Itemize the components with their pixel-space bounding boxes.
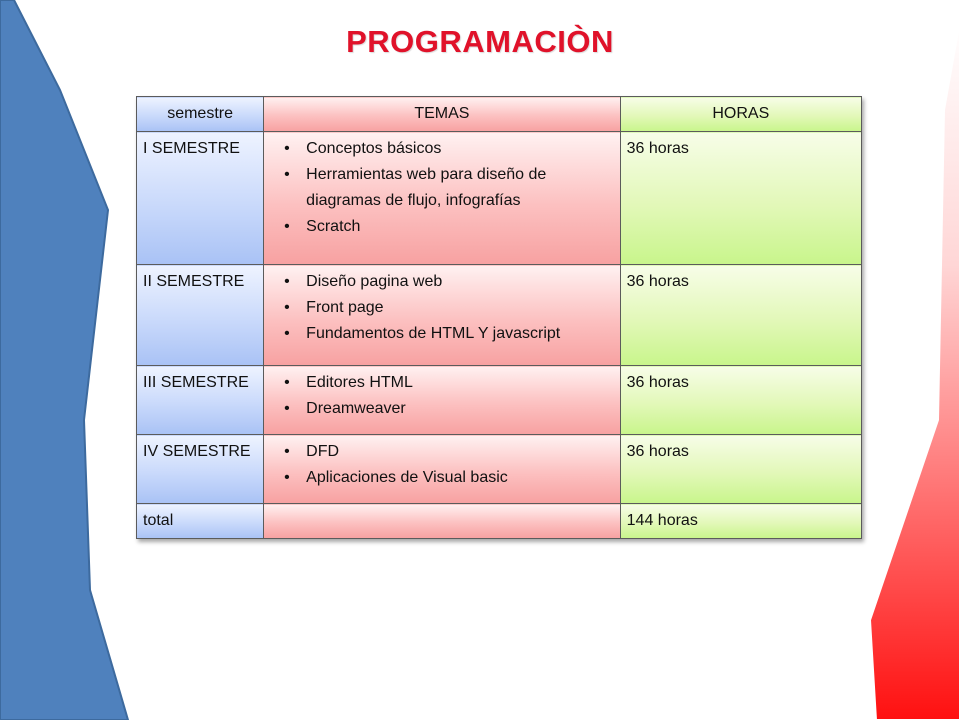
topic-item: • Dreamweaver: [284, 396, 613, 422]
topic-item: • Aplicaciones de Visual basic: [284, 465, 613, 491]
right-red-band: [870, 20, 960, 720]
header-temas: TEMAS: [264, 97, 620, 132]
table-row: [137, 265, 862, 366]
total-horas: 144 horas: [620, 504, 861, 539]
topic-item: • DFD: [284, 439, 613, 465]
topic-item: • Scratch: [284, 214, 613, 240]
temas-cell: [264, 366, 620, 435]
semestre-cell: I SEMESTRE: [137, 132, 264, 265]
topic-item: • Front page: [284, 295, 613, 321]
temas-cell: [264, 265, 620, 366]
total-row: [137, 504, 862, 539]
semestre-cell: III SEMESTRE: [137, 366, 264, 435]
topic-item: • Conceptos básicos: [284, 136, 613, 162]
page-title: PROGRAMACIÒN: [346, 24, 614, 59]
header-horas: HORAS: [620, 97, 861, 132]
left-blue-band: [0, 0, 128, 720]
topic-list: [270, 370, 613, 422]
table-header-row: [137, 97, 862, 132]
temas-cell: [264, 435, 620, 504]
horas-cell: 36 horas: [620, 435, 861, 504]
topic-item: • Editores HTML: [284, 370, 613, 396]
horas-cell: 36 horas: [620, 265, 861, 366]
total-label: total: [137, 504, 264, 539]
header-semestre: semestre: [137, 97, 264, 132]
semestre-cell: II SEMESTRE: [137, 265, 264, 366]
topic-list: [270, 439, 613, 491]
horas-cell: 36 horas: [620, 366, 861, 435]
table-row: [137, 435, 862, 504]
semestre-cell: IV SEMESTRE: [137, 435, 264, 504]
topic-item: • Fundamentos de HTML Y javascript: [284, 321, 613, 347]
topic-list: [270, 136, 613, 240]
temas-cell: [264, 132, 620, 265]
topic-item: • Herramientas web para diseño de diagramas de flujo, infografías: [284, 162, 613, 214]
schedule-table: [136, 96, 862, 539]
topic-list: [270, 269, 613, 347]
horas-cell: 36 horas: [620, 132, 861, 265]
table-row: [137, 366, 862, 435]
topic-item: • Diseño pagina web: [284, 269, 613, 295]
table-row: [137, 132, 862, 265]
total-temas-cell: [264, 504, 620, 539]
